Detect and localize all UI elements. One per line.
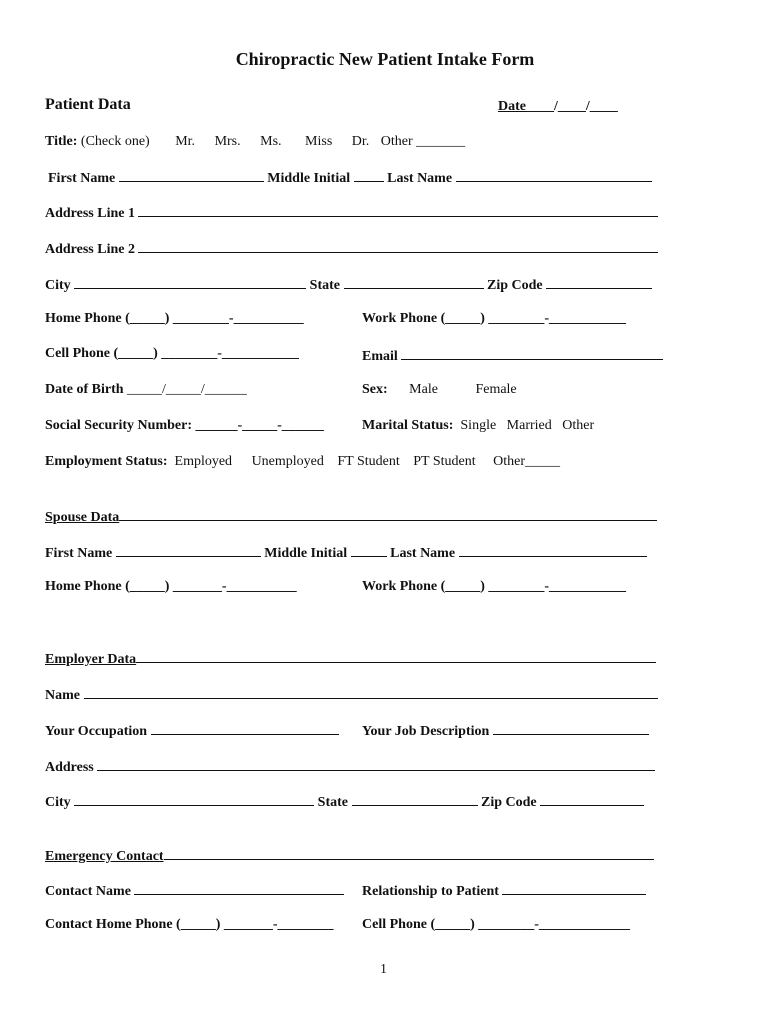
emergency-heading-line — [164, 846, 654, 860]
spouse-last-name-field[interactable] — [459, 543, 647, 557]
job-description-label: Your Job Description — [362, 724, 490, 739]
first-name-field[interactable] — [119, 168, 264, 182]
title-option-miss[interactable]: Miss — [305, 134, 333, 149]
sex-label: Sex: — [362, 382, 388, 397]
employment-label: Employment Status: — [45, 454, 168, 469]
employment-option-employed[interactable]: Employed — [174, 454, 233, 469]
employer-name-label: Name — [45, 688, 80, 703]
email-field[interactable] — [401, 346, 663, 360]
city-field[interactable] — [74, 275, 306, 289]
first-name-label: First Name — [48, 171, 116, 186]
zip-field[interactable] — [546, 275, 652, 289]
contact-cell-phone-field[interactable]: Cell Phone (_____) ________-_____________ — [362, 917, 630, 932]
address1-field[interactable] — [138, 203, 658, 217]
employer-data-heading: Employer Data — [45, 652, 137, 667]
spouse-heading-line — [119, 507, 657, 521]
employer-address-field[interactable] — [97, 757, 655, 771]
email-label: Email — [362, 349, 398, 364]
job-description-row — [362, 721, 649, 740]
address1-label: Address Line 1 — [45, 206, 135, 221]
date-pattern[interactable]: ____/____/____ — [526, 99, 618, 114]
employment-option-unemployed[interactable]: Unemployed — [251, 454, 324, 469]
occupation-label: Your Occupation — [45, 724, 148, 739]
work-phone-field[interactable]: Work Phone (_____) ________-___________ — [362, 311, 627, 326]
name-row — [48, 168, 652, 187]
email-row — [362, 346, 663, 365]
state-field[interactable] — [344, 275, 484, 289]
last-name-label: Last Name — [387, 171, 453, 186]
title-option-dr[interactable]: Dr. — [351, 134, 370, 149]
dob-label: Date of Birth — [45, 382, 124, 397]
title-label: Title: — [45, 134, 78, 149]
occupation-field[interactable] — [151, 721, 339, 735]
relationship-row — [362, 881, 646, 900]
zip-label: Zip Code — [487, 278, 543, 293]
state-label: State — [309, 278, 340, 293]
title-option-other[interactable]: Other _______ — [380, 134, 466, 149]
title-hint: (Check one) — [80, 134, 150, 149]
employer-zip-label: Zip Code — [481, 795, 537, 810]
marital-row — [362, 418, 594, 434]
spouse-name-row — [45, 543, 647, 562]
spouse-last-name-label: Last Name — [390, 546, 456, 561]
employer-name-field[interactable] — [84, 685, 658, 699]
last-name-field[interactable] — [456, 168, 652, 182]
spouse-middle-initial-label: Middle Initial — [264, 546, 348, 561]
employer-address-label: Address — [45, 760, 94, 775]
middle-initial-label: Middle Initial — [267, 171, 351, 186]
job-description-field[interactable] — [493, 721, 649, 735]
relationship-label: Relationship to Patient — [362, 884, 499, 899]
emergency-contact-heading: Emergency Contact — [45, 849, 164, 864]
contact-name-row — [45, 881, 344, 900]
title-option-mr[interactable]: Mr. — [175, 134, 196, 149]
employment-option-other[interactable]: Other_____ — [493, 454, 561, 469]
emergency-heading-row — [45, 846, 654, 865]
city-label: City — [45, 278, 71, 293]
employment-option-pt-student[interactable]: PT Student — [413, 454, 476, 469]
sex-option-male[interactable]: Male — [409, 382, 438, 397]
employer-zip-field[interactable] — [540, 792, 644, 806]
address2-label: Address Line 2 — [45, 242, 135, 257]
relationship-field[interactable] — [502, 881, 646, 895]
employer-heading-line — [136, 649, 656, 663]
employer-city-row — [45, 792, 644, 811]
contact-name-field[interactable] — [134, 881, 344, 895]
marital-option-single[interactable]: Single — [460, 418, 497, 433]
employer-city-label: City — [45, 795, 71, 810]
patient-data-heading: Patient Data — [45, 96, 131, 113]
spouse-home-phone-field[interactable]: Home Phone (_____) _______-__________ — [45, 579, 297, 594]
dob-field[interactable]: _____/_____/______ — [127, 382, 247, 397]
page-number: 1 — [380, 962, 387, 977]
address2-field[interactable] — [138, 239, 658, 253]
employer-city-field[interactable] — [74, 792, 314, 806]
employer-state-label: State — [317, 795, 348, 810]
title-option-ms[interactable]: Ms. — [260, 134, 282, 149]
title-option-mrs[interactable]: Mrs. — [214, 134, 241, 149]
spouse-first-name-label: First Name — [45, 546, 113, 561]
form-title: Chiropractic New Patient Intake Form — [235, 49, 535, 69]
cell-phone-field[interactable]: Cell Phone (_____) ________-___________ — [45, 346, 299, 361]
spouse-heading-row — [45, 507, 657, 526]
sex-row — [362, 382, 517, 398]
occupation-row — [45, 721, 339, 740]
sex-option-female[interactable]: Female — [475, 382, 517, 397]
contact-home-phone-field[interactable]: Contact Home Phone (_____) _______-________ — [45, 917, 334, 932]
address1-row — [45, 203, 658, 222]
employer-state-field[interactable] — [352, 792, 478, 806]
city-row — [45, 275, 652, 294]
employment-option-ft-student[interactable]: FT Student — [337, 454, 400, 469]
title-row — [45, 134, 465, 150]
home-phone-field[interactable]: Home Phone (_____) ________-__________ — [45, 311, 304, 326]
spouse-data-heading: Spouse Data — [45, 510, 120, 525]
employer-address-row — [45, 757, 655, 776]
spouse-first-name-field[interactable] — [116, 543, 261, 557]
middle-initial-field[interactable] — [354, 168, 384, 182]
spouse-work-phone-field[interactable]: Work Phone (_____) ________-___________ — [362, 579, 627, 594]
date-label: Date — [498, 99, 526, 114]
dob-row — [45, 382, 247, 398]
marital-option-other[interactable]: Other — [562, 418, 595, 433]
employer-heading-row — [45, 649, 656, 668]
address2-row — [45, 239, 658, 258]
employment-row — [45, 454, 560, 470]
employer-name-row — [45, 685, 658, 704]
spouse-middle-initial-field[interactable] — [351, 543, 387, 557]
date-field[interactable] — [498, 99, 618, 115]
marital-label: Marital Status: — [362, 418, 454, 433]
marital-option-married[interactable]: Married — [506, 418, 552, 433]
ssn-field[interactable]: Social Security Number: ______-_____-______ — [45, 418, 324, 433]
contact-name-label: Contact Name — [45, 884, 131, 899]
